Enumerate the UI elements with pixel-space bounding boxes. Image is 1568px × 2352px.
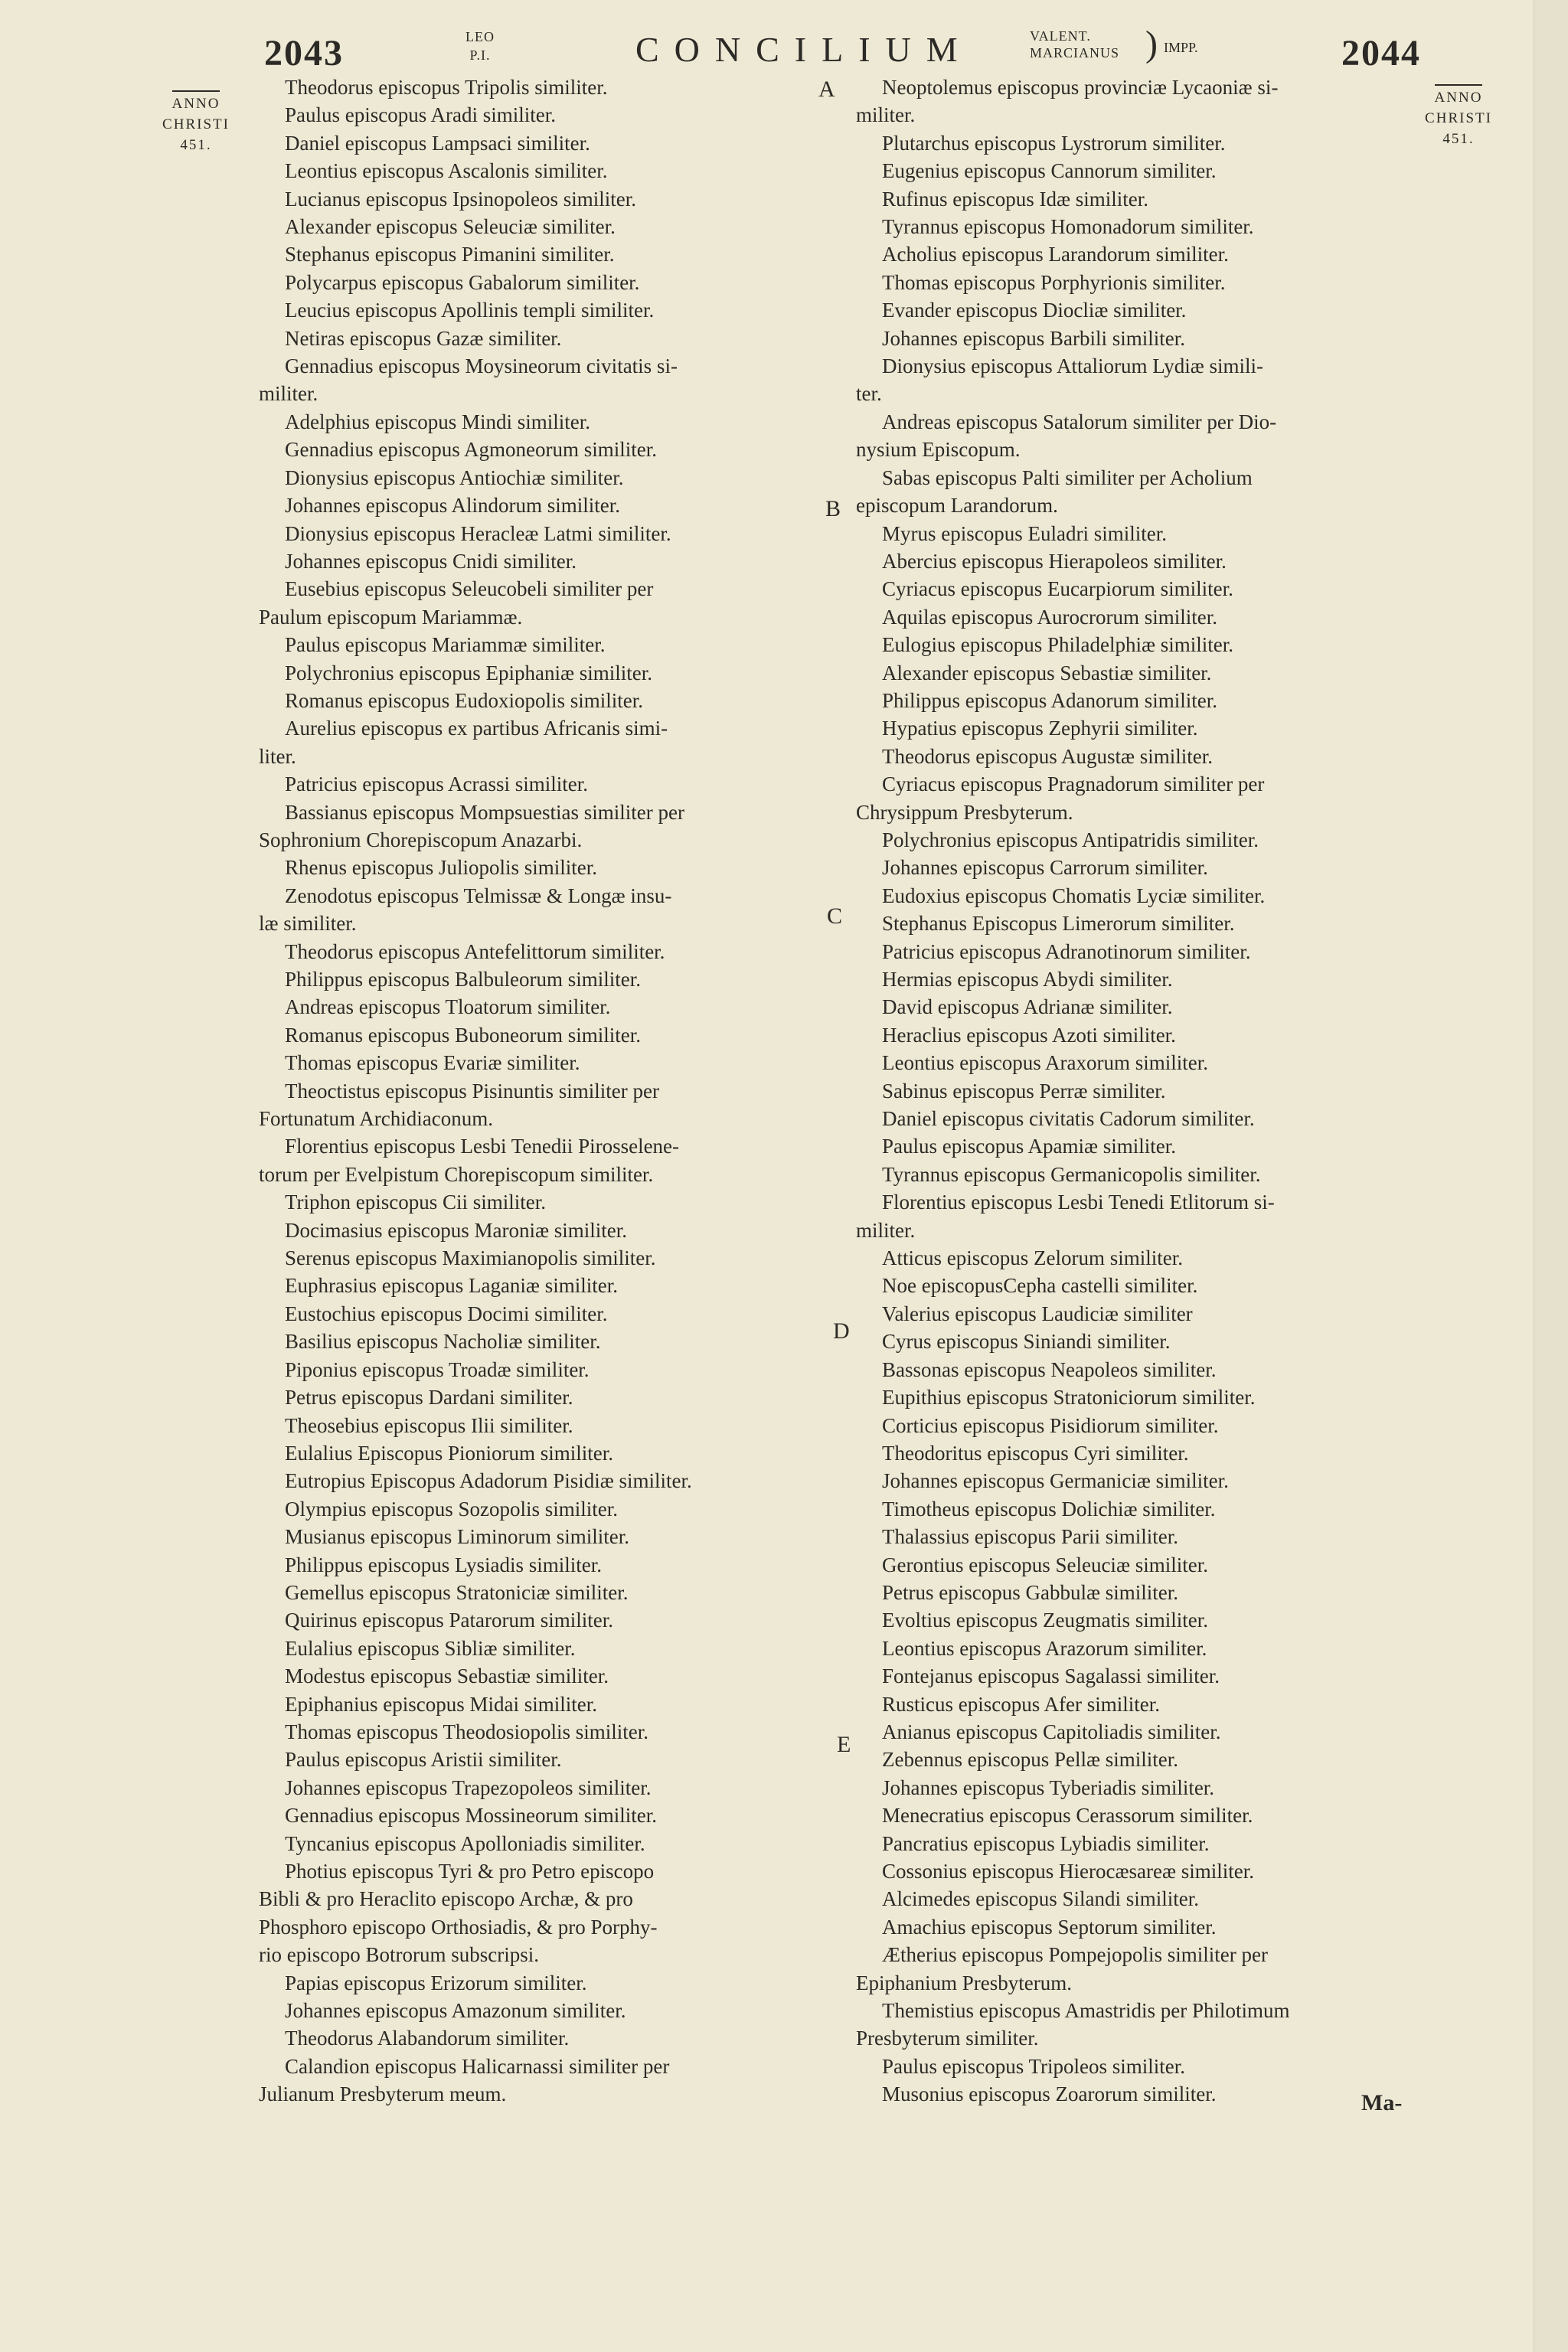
text-line: Philippus episcopus Lysiadis similiter.	[285, 1553, 603, 1576]
text-line: Philippus episcopus Adanorum similiter.	[882, 688, 1217, 712]
text-line: Sophronium Chorepiscopum Anazarbi.	[259, 828, 583, 851]
text-line: Netiras episcopus Gazæ similiter.	[285, 326, 562, 350]
text-line: Bibli & pro Heraclito episcopo Archæ, & pro	[259, 1887, 633, 1911]
text-line: nysium Episcopum.	[856, 438, 1021, 462]
text-line: Menecratius episcopus Cerassorum similiter.	[882, 1804, 1253, 1828]
text-line: Stephanus Episcopus Limerorum similiter.	[882, 912, 1235, 936]
text-line: Theodorus episcopus Augustæ similiter.	[882, 744, 1213, 768]
text-line: Eugenius episcopus Cannorum similiter.	[882, 159, 1217, 183]
margin-left-christi: CHRISTI	[162, 116, 230, 132]
text-line: Stephanus episcopus Pimanini similiter.	[285, 243, 615, 266]
page-number-left: 2043	[264, 33, 344, 74]
text-line: Docimasius episcopus Maroniæ similiter.	[285, 1218, 627, 1242]
text-line: Cossonius episcopus Hierocæsareæ similiter.	[882, 1860, 1254, 1883]
text-line: Florentius episcopus Lesbi Tenedi Etlitorum si-	[882, 1191, 1275, 1214]
text-line: Thomas episcopus Porphyrionis similiter.	[882, 270, 1226, 294]
text-line: Rhenus episcopus Juliopolis similiter.	[285, 856, 598, 880]
text-line: Euphrasius episcopus Laganiæ similiter.	[285, 1274, 618, 1298]
text-line: Johannes episcopus Trapezopoleos similiter.	[285, 1775, 652, 1799]
text-line: Musonius episcopus Zoarorum similiter.	[882, 2082, 1217, 2106]
text-line: Leontius episcopus Ascalonis similiter.	[285, 159, 608, 183]
text-line: Daniel episcopus Lampsaci similiter.	[285, 131, 590, 155]
text-line: Valerius episcopus Laudiciæ similiter	[882, 1302, 1193, 1325]
text-line: Amachius episcopus Septorum similiter.	[882, 1915, 1217, 1939]
text-line: David episcopus Adrianæ similiter.	[882, 995, 1173, 1019]
text-line: Fortunatum Archidiaconum.	[259, 1107, 493, 1131]
text-line: Johannes episcopus Amazonum similiter.	[285, 1999, 626, 2023]
text-line: Anianus episcopus Capitoliadis similiter.	[882, 1720, 1221, 1743]
header-leo-line1: LEO	[466, 29, 495, 44]
header-brace: )	[1145, 24, 1158, 64]
text-line: Eulalius episcopus Sibliæ similiter.	[285, 1636, 576, 1660]
header-emperor-1: VALENT.	[1030, 28, 1091, 44]
text-line: Cyriacus episcopus Pragnadorum similiter per	[882, 773, 1265, 796]
text-line: Polycarpus episcopus Gabalorum similiter.	[285, 270, 640, 294]
text-line: Eulogius episcopus Philadelphiæ similiter.	[882, 633, 1233, 657]
text-line: Eulalius Episcopus Pioniorum similiter.	[285, 1441, 613, 1465]
text-line: Tyrannus episcopus Germanicopolis similiter.	[882, 1162, 1261, 1186]
text-line: Noe episcopusCepha castelli similiter.	[882, 1274, 1198, 1298]
text-line: Timotheus episcopus Dolichiæ similiter.	[882, 1497, 1216, 1521]
header-impp: IMPP.	[1164, 40, 1198, 55]
text-line: Theodorus Alabandorum similiter.	[285, 2027, 570, 2050]
text-line: Gennadius episcopus Moysineorum civitatis si-	[285, 354, 678, 378]
text-line: Hermias episcopus Abydi similiter.	[882, 968, 1173, 991]
header-leo-line2: P.I.	[469, 47, 491, 63]
text-line: militer.	[856, 103, 916, 127]
text-line: Ætherius episcopus Pompejopolis similiter per	[882, 1943, 1268, 1967]
text-line: Abercius episcopus Hierapoleos similiter.	[882, 549, 1227, 573]
text-line: Adelphius episcopus Mindi similiter.	[285, 410, 590, 433]
text-line: Petrus episcopus Gabbulæ similiter.	[882, 1580, 1178, 1604]
text-line: Plutarchus episcopus Lystrorum similiter.	[882, 131, 1226, 155]
text-line: Leontius episcopus Araxorum similiter.	[882, 1051, 1208, 1075]
text-line: Quirinus episcopus Patarorum similiter.	[285, 1609, 613, 1632]
text-line: Johannes episcopus Carrorum similiter.	[882, 856, 1208, 880]
text-line: militer.	[259, 382, 318, 406]
text-line: Papias episcopus Erizorum similiter.	[285, 1971, 587, 1994]
text-line: Andreas episcopus Satalorum similiter per Dio-	[882, 410, 1277, 433]
text-line: Andreas episcopus Tloatorum similiter.	[285, 995, 611, 1019]
text-line: Thalassius episcopus Parii similiter.	[882, 1525, 1178, 1549]
text-line: torum per Evelpistum Chorepiscopum similiter.	[259, 1162, 654, 1186]
text-line: Johannes episcopus Cnidi similiter.	[285, 549, 577, 573]
text-line: læ similiter.	[259, 912, 357, 936]
text-line: Epiphanius episcopus Midai similiter.	[285, 1692, 597, 1716]
text-line: liter.	[259, 744, 296, 768]
text-line: Tyncanius episcopus Apolloniadis similiter.	[285, 1831, 645, 1855]
text-line: Eusebius episcopus Seleucobeli similiter per	[285, 577, 654, 601]
header-emperor-2: MARCIANUS	[1030, 45, 1120, 60]
text-line: Neoptolemus episcopus provinciæ Lycaoniæ si-	[882, 76, 1279, 99]
text-line: Aurelius episcopus ex partibus Africanis simi-	[285, 717, 668, 740]
text-line: Leucius episcopus Apollinis templi similiter.	[285, 299, 655, 322]
text-line: Cyriacus episcopus Eucarpiorum similiter.	[882, 577, 1233, 601]
text-line: Serenus episcopus Maximianopolis similiter.	[285, 1246, 656, 1270]
margin-right-year: 451.	[1442, 131, 1475, 147]
section-marker-c: C	[827, 903, 843, 929]
text-line: Calandion episcopus Halicarnassi similiter per	[285, 2054, 670, 2078]
margin-right-christi: CHRISTI	[1425, 110, 1492, 126]
header-leo	[466, 28, 495, 64]
text-line: Modestus episcopus Sebastiæ similiter.	[285, 1664, 609, 1688]
text-line: Zenodotus episcopus Telmissæ & Longæ insu-	[285, 884, 672, 907]
text-line: Paulus episcopus Aradi similiter.	[285, 103, 556, 127]
text-line: Theodorus episcopus Antefelittorum similiter.	[285, 939, 665, 963]
text-line: Pancratius episcopus Lybiadis similiter.	[882, 1831, 1210, 1855]
margin-right-anno: ANNO	[1435, 84, 1483, 108]
text-line: Dionysius episcopus Attaliorum Lydiæ simili-	[882, 354, 1264, 378]
text-line: Johannes episcopus Barbili similiter.	[882, 326, 1185, 350]
text-line: Alexander episcopus Seleuciæ similiter.	[285, 215, 616, 239]
text-line: Sabinus episcopus Perræ similiter.	[882, 1079, 1166, 1102]
text-line: Heraclius episcopus Azoti similiter.	[882, 1023, 1176, 1047]
header-title: CONCILIUM	[635, 30, 973, 69]
text-line: Theodorus episcopus Tripolis similiter.	[285, 76, 608, 99]
page-number-right: 2044	[1341, 33, 1421, 74]
text-line: Florentius episcopus Lesbi Tenedii Pirosselene-	[285, 1135, 680, 1158]
left-column	[259, 74, 825, 2109]
page-edge	[1534, 0, 1568, 2352]
text-line: Myrus episcopus Euladri similiter.	[882, 521, 1167, 545]
text-line: Thomas episcopus Evariæ similiter.	[285, 1051, 580, 1075]
text-line: Acholius episcopus Larandorum similiter.	[882, 243, 1229, 266]
text-line: Basilius episcopus Nacholiæ similiter.	[285, 1330, 601, 1354]
catchword: Ma-	[1361, 2090, 1403, 2115]
text-line: Sabas episcopus Palti similiter per Acholium	[882, 466, 1253, 489]
text-line: Phosphoro episcopo Orthosiadis, & pro Porphy-	[259, 1915, 658, 1939]
text-line: Paulum episcopum Mariammæ.	[259, 605, 523, 629]
text-line: Eudoxius episcopus Chomatis Lyciæ similiter.	[882, 884, 1266, 907]
text-line: Eutropius Episcopus Adadorum Pisidiæ similiter.	[285, 1469, 692, 1493]
text-line: Patricius episcopus Acrassi similiter.	[285, 773, 588, 796]
text-line: Bassianus episcopus Mompsuestias similiter per	[285, 800, 684, 824]
text-line: Daniel episcopus civitatis Cadorum similiter.	[882, 1107, 1255, 1131]
text-line: Tyrannus episcopus Homonadorum similiter.	[882, 215, 1254, 239]
section-marker-b: B	[825, 496, 841, 521]
text-line: Alexander episcopus Sebastiæ similiter.	[882, 661, 1212, 684]
text-line: Dionysius episcopus Heracleæ Latmi similiter.	[285, 521, 671, 545]
section-marker-a: A	[818, 77, 835, 102]
text-line: Eupithius episcopus Stratoniciorum similiter.	[882, 1386, 1256, 1410]
header-emperors	[1030, 28, 1119, 61]
text-line: Triphon episcopus Cii similiter.	[285, 1191, 547, 1214]
text-line: Patricius episcopus Adranotinorum similiter.	[882, 939, 1251, 963]
section-marker-d: D	[833, 1318, 850, 1344]
text-line: episcopum Larandorum.	[856, 494, 1058, 518]
text-line: Eustochius episcopus Docimi similiter.	[285, 1302, 608, 1325]
text-line: Polychronius episcopus Antipatridis similiter.	[882, 828, 1259, 851]
margin-year-right	[1416, 84, 1501, 149]
text-line: Romanus episcopus Eudoxiopolis similiter.	[285, 688, 643, 712]
text-line: Leontius episcopus Arazorum similiter.	[882, 1636, 1207, 1660]
text-line: Julianum Presbyterum meum.	[259, 2082, 507, 2106]
text-line: Paulus episcopus Tripoleos similiter.	[882, 2054, 1186, 2078]
text-line: Cyrus episcopus Siniandi similiter.	[882, 1330, 1171, 1354]
text-line: Rusticus episcopus Afer similiter.	[882, 1692, 1160, 1716]
text-line: Bassonas episcopus Neapoleos similiter.	[882, 1357, 1217, 1381]
text-line: Johannes episcopus Germaniciæ similiter.	[882, 1469, 1229, 1493]
text-line: Zebennus episcopus Pellæ similiter.	[882, 1748, 1178, 1772]
margin-left-anno: ANNO	[172, 90, 220, 114]
text-line: Lucianus episcopus Ipsinopoleos similiter.	[285, 187, 636, 211]
text-line: Theodoritus episcopus Cyri similiter.	[882, 1441, 1189, 1465]
text-line: ter.	[856, 382, 882, 406]
text-line: Thomas episcopus Theodosiopolis similiter.	[285, 1720, 648, 1743]
text-line: Aquilas episcopus Aurocrorum similiter.	[882, 605, 1217, 629]
text-line: Photius episcopus Tyri & pro Petro episcopo	[285, 1860, 655, 1883]
text-line: Gennadius episcopus Agmoneorum similiter.	[285, 438, 657, 462]
text-line: Olympius episcopus Sozopolis similiter.	[285, 1497, 619, 1521]
margin-year-left	[153, 90, 239, 155]
right-column	[856, 74, 1415, 2109]
text-line: Theosebius episcopus Ilii similiter.	[285, 1413, 573, 1437]
text-line: Corticius episcopus Pisidiorum similiter.	[882, 1413, 1219, 1437]
text-line: Themistius episcopus Amastridis per Philotimum	[882, 1999, 1290, 2023]
text-line: Gennadius episcopus Mossineorum similiter.	[285, 1804, 657, 1828]
text-line: Evander episcopus Diocliæ similiter.	[882, 299, 1187, 322]
running-header	[0, 0, 1568, 84]
text-line: Rufinus episcopus Idæ similiter.	[882, 187, 1148, 211]
text-line: Presbyterum similiter.	[856, 2027, 1039, 2050]
text-line: rio episcopo Botrorum subscripsi.	[259, 1943, 539, 1967]
text-line: Fontejanus episcopus Sagalassi similiter.	[882, 1664, 1220, 1688]
section-marker-e: E	[837, 1732, 851, 1757]
text-line: militer.	[856, 1218, 916, 1242]
text-line: Piponius episcopus Troadæ similiter.	[285, 1357, 590, 1381]
text-line: Theoctistus episcopus Pisinuntis similiter per	[285, 1079, 659, 1102]
text-line: Romanus episcopus Buboneorum similiter.	[285, 1023, 641, 1047]
text-line: Atticus episcopus Zelorum similiter.	[882, 1246, 1183, 1270]
text-line: Philippus episcopus Balbuleorum similiter.	[285, 968, 641, 991]
text-line: Petrus episcopus Dardani similiter.	[285, 1386, 573, 1410]
margin-left-year: 451.	[180, 137, 212, 153]
text-line: Johannes episcopus Tyberiadis similiter.	[882, 1775, 1215, 1799]
text-line: Gemellus episcopus Stratoniciæ similiter.	[285, 1580, 629, 1604]
text-line: Johannes episcopus Alindorum similiter.	[285, 494, 620, 518]
text-line: Polychronius episcopus Epiphaniæ similiter.	[285, 661, 652, 684]
text-line: Epiphanium Presbyterum.	[856, 1971, 1072, 1994]
text-line: Hypatius episcopus Zephyrii similiter.	[882, 717, 1198, 740]
text-line: Musianus episcopus Liminorum similiter.	[285, 1525, 629, 1549]
text-line: Alcimedes episcopus Silandi similiter.	[882, 1887, 1199, 1911]
text-line: Paulus episcopus Apamiæ similiter.	[882, 1135, 1176, 1158]
text-line: Chrysippum Presbyterum.	[856, 800, 1073, 824]
text-line: Evoltius episcopus Zeugmatis similiter.	[882, 1609, 1208, 1632]
text-line: Gerontius episcopus Seleuciæ similiter.	[882, 1553, 1208, 1576]
text-line: Paulus episcopus Mariammæ similiter.	[285, 633, 606, 657]
text-line: Paulus episcopus Aristii similiter.	[285, 1748, 562, 1772]
text-line: Dionysius episcopus Antiochiæ similiter.	[285, 466, 624, 489]
